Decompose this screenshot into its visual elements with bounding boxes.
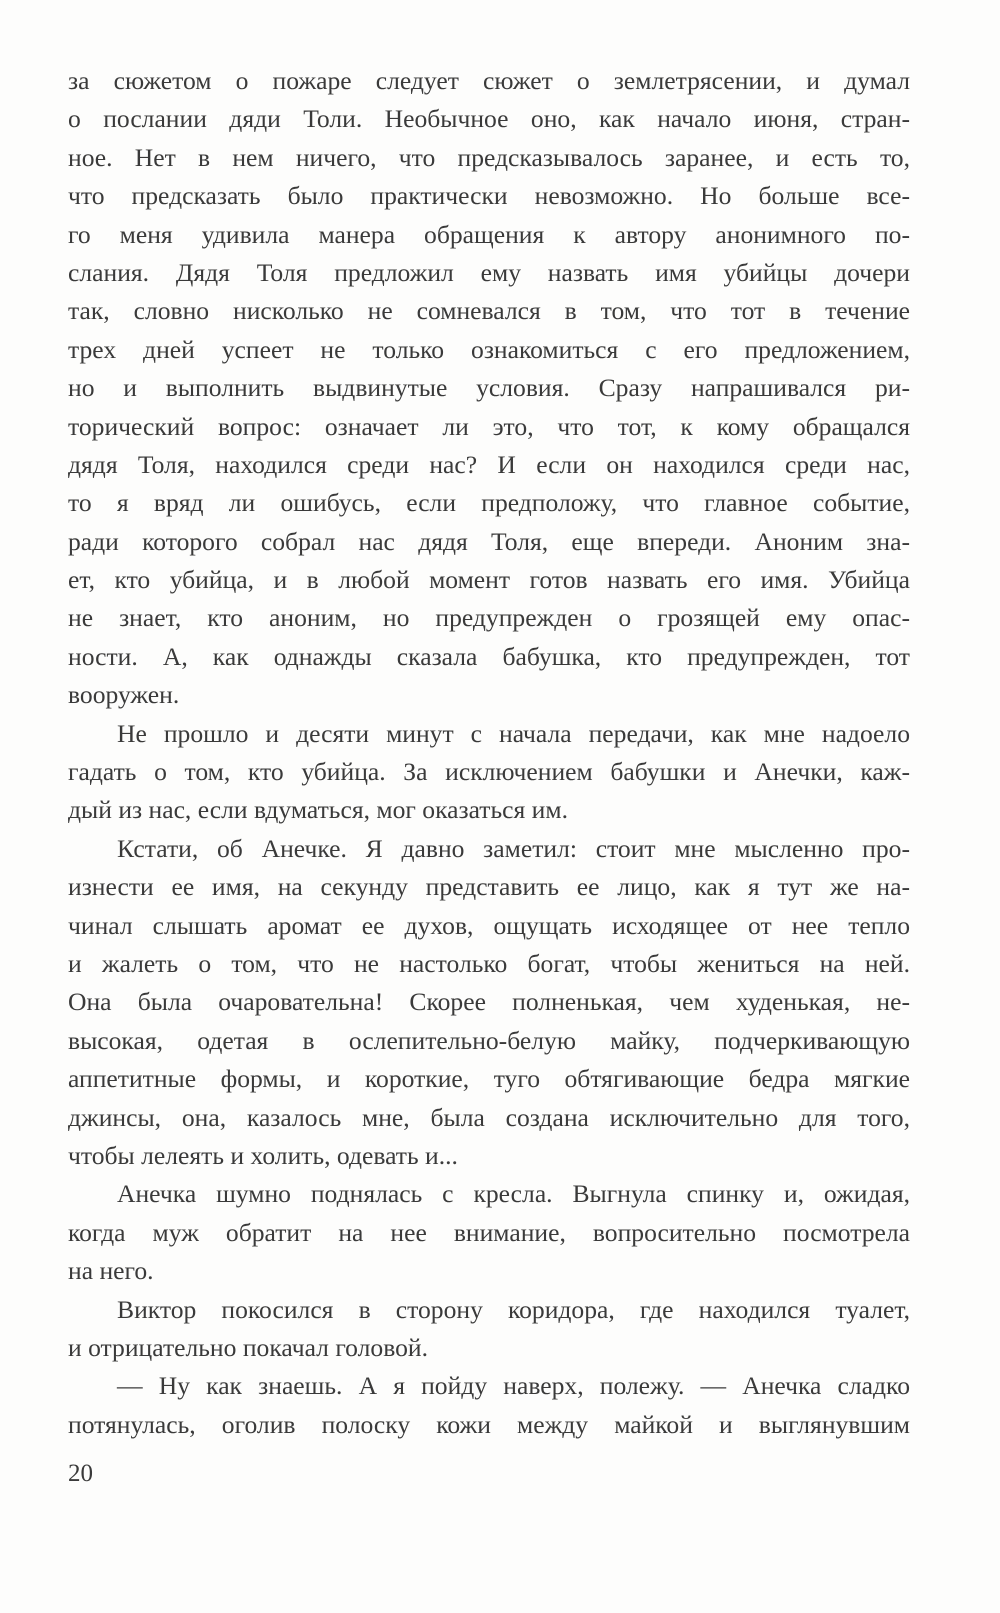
text-line: не знает, кто аноним, но предупрежден о грозящей ему опас- xyxy=(68,603,910,633)
text-line: Она была очаровательна! Скорее полненькая, чем худенькая, не- xyxy=(68,987,910,1017)
text-line: слания. Дядя Толя предложил ему назвать имя убийцы дочери xyxy=(68,257,910,287)
text-line: изнести ее имя, на секунду представить ее лицо, как я тут же на- xyxy=(68,872,910,902)
text-line: ради которого собрал нас дядя Толя, еще впереди. Аноним зна- xyxy=(68,526,910,556)
text-line: дый из нас, если вдуматься, мог оказаться им. xyxy=(68,795,568,825)
page-number: 20 xyxy=(68,1460,93,1487)
paragraph xyxy=(68,1291,910,1368)
text-line: о послании дяди Толи. Необычное оно, как начало июня, стран- xyxy=(68,104,910,134)
text-line: го меня удивила манера обращения к автору анонимного по- xyxy=(68,219,910,249)
paragraph xyxy=(68,1175,910,1290)
text-line: дядя Толя, находился среди нас? И если он находился среди нас, xyxy=(68,449,910,479)
text-line: вооружен. xyxy=(68,680,180,710)
paragraph xyxy=(68,830,910,1176)
text-line: Виктор покосился в сторону коридора, где находился туалет, xyxy=(117,1294,910,1324)
text-line: чтобы лелеять и холить, одевать и... xyxy=(68,1140,458,1170)
paragraph xyxy=(68,715,910,830)
text-line: торический вопрос: означает ли это, что тот, к кому обращался xyxy=(68,411,910,441)
text-line: за сюжетом о пожаре следует сюжет о землетрясении, и думал xyxy=(68,66,910,95)
text-line: Не прошло и десяти минут с начала передачи, как мне надоело xyxy=(117,718,910,748)
text-line: так, словно нисколько не сомневался в том, что тот в течение xyxy=(68,296,910,326)
text-line: на него. xyxy=(68,1256,154,1286)
paragraph xyxy=(68,62,910,715)
text-line: ности. А, как однажды сказала бабушка, кто предупрежден, тот xyxy=(68,641,910,671)
text-line: высокая, одетая в ослепительно-белую майку, подчеркивающую xyxy=(68,1025,910,1055)
text-line: и отрицательно покачал головой. xyxy=(68,1332,429,1362)
text-line: ное. Нет в нем ничего, что предсказывалось заранее, и есть то, xyxy=(68,142,910,172)
text-line: Анечка шумно поднялась с кресла. Выгнула спинку и, ожидая, xyxy=(117,1179,910,1209)
text-line: трех дней успеет не только ознакомиться с его предложением, xyxy=(68,334,910,364)
text-line: но и выполнить выдвинутые условия. Сразу напрашивался ри- xyxy=(68,373,910,403)
text-line: Кстати, об Анечке. Я давно заметил: стоит мне мысленно про- xyxy=(117,833,910,863)
body-text xyxy=(68,62,910,1444)
text-line: джинсы, она, казалось мне, была создана исключительно для того, xyxy=(68,1102,910,1132)
text-line: — Ну как знаешь. А я пойду наверх, полежу. — Анечка сладко xyxy=(117,1371,910,1401)
text-line: аппетитные формы, и короткие, туго обтягивающие бедра мягкие xyxy=(68,1064,910,1094)
text-line: и жалеть о том, что не настолько богат, чтобы жениться на ней. xyxy=(68,948,910,978)
text-line: потянулась, оголив полоску кожи между майкой и выглянувшим xyxy=(68,1409,910,1439)
text-line: гадать о том, кто убийца. За исключением бабушки и Анечки, каж- xyxy=(68,757,910,787)
text-line: ет, кто убийца, и в любой момент готов назвать его имя. Убийца xyxy=(68,565,910,595)
text-line: что предсказать было практически невозможно. Но больше все- xyxy=(68,181,910,211)
paragraph xyxy=(68,1367,910,1444)
text-line: когда муж обратит на нее внимание, вопросительно посмотрела xyxy=(68,1217,910,1247)
text-line: то я вряд ли ошибусь, если предположу, что главное событие, xyxy=(68,488,910,518)
text-line: чинал слышать аромат ее духов, ощущать исходящее от нее тепло xyxy=(68,910,910,940)
